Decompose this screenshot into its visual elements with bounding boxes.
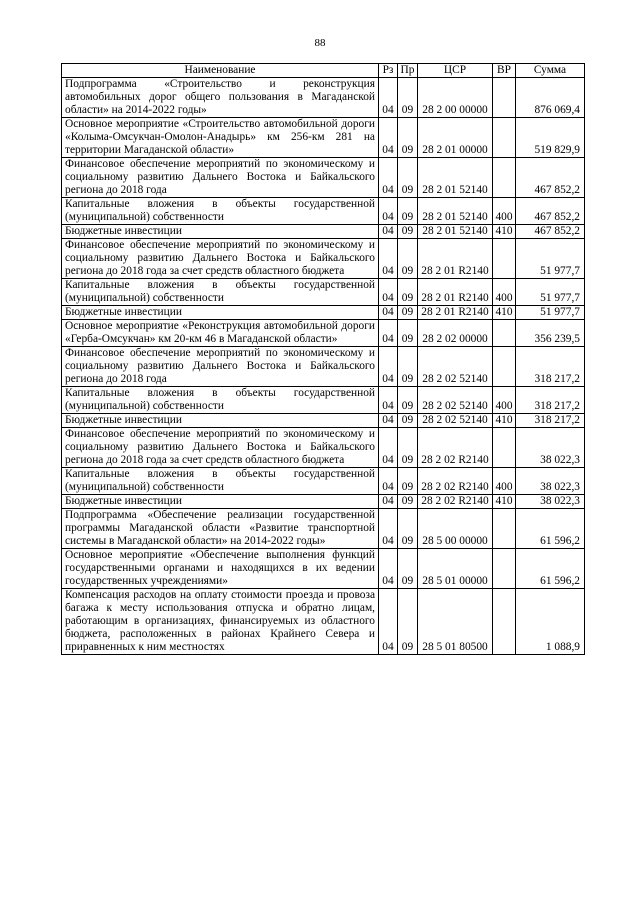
- cell-name: Капитальные вложения в объекты государственной (муниципальной) собственности: [62, 468, 379, 495]
- table-row: [62, 279, 585, 306]
- cell-csr: 28 5 01 80500: [418, 589, 493, 655]
- cell-sum: 318 217,2: [516, 414, 585, 428]
- page-number: 88: [314, 37, 326, 49]
- cell-pr: 09: [398, 495, 418, 509]
- cell-name: Капитальные вложения в объекты государственной (муниципальной) собственности: [62, 198, 379, 225]
- header-csr: ЦСР: [418, 64, 493, 78]
- cell-sum: 467 852,2: [516, 225, 585, 239]
- cell-name: Бюджетные инвестиции: [62, 414, 379, 428]
- cell-vr: [493, 118, 516, 158]
- table-header-row: [62, 64, 585, 78]
- cell-rz: 04: [379, 320, 398, 347]
- cell-pr: 09: [398, 468, 418, 495]
- cell-csr: 28 2 02 R2140: [418, 495, 493, 509]
- cell-pr: 09: [398, 320, 418, 347]
- cell-pr: 09: [398, 428, 418, 468]
- cell-pr: 09: [398, 414, 418, 428]
- cell-csr: 28 2 01 52140: [418, 225, 493, 239]
- cell-pr: 09: [398, 279, 418, 306]
- cell-name: Финансовое обеспечение мероприятий по экономическому и социальному развитию Дальнего Востока и Байкальского региона до 2018 года за счет средств областного бюджета: [62, 428, 379, 468]
- cell-pr: 09: [398, 347, 418, 387]
- cell-sum: 38 022,3: [516, 468, 585, 495]
- cell-rz: 04: [379, 549, 398, 589]
- cell-sum: 467 852,2: [516, 198, 585, 225]
- cell-sum: 61 596,2: [516, 509, 585, 549]
- cell-csr: 28 2 02 00000: [418, 320, 493, 347]
- cell-pr: 09: [398, 158, 418, 198]
- cell-csr: 28 2 01 R2140: [418, 306, 493, 320]
- cell-rz: 04: [379, 118, 398, 158]
- cell-pr: 09: [398, 198, 418, 225]
- header-name: Наименование: [62, 64, 379, 78]
- cell-rz: 04: [379, 468, 398, 495]
- cell-pr: 09: [398, 118, 418, 158]
- cell-csr: 28 2 01 00000: [418, 118, 493, 158]
- table-row: [62, 347, 585, 387]
- cell-sum: 467 852,2: [516, 158, 585, 198]
- cell-vr: [493, 239, 516, 279]
- cell-vr: [493, 428, 516, 468]
- table-row: [62, 118, 585, 158]
- cell-vr: [493, 589, 516, 655]
- cell-csr: 28 2 02 52140: [418, 347, 493, 387]
- header-sum: Сумма: [516, 64, 585, 78]
- cell-sum: 356 239,5: [516, 320, 585, 347]
- cell-vr: [493, 320, 516, 347]
- header-pr: Пр: [398, 64, 418, 78]
- cell-vr: 400: [493, 279, 516, 306]
- cell-pr: 09: [398, 589, 418, 655]
- cell-csr: 28 2 02 R2140: [418, 428, 493, 468]
- cell-vr: 410: [493, 414, 516, 428]
- cell-csr: 28 5 00 00000: [418, 509, 493, 549]
- cell-rz: 04: [379, 239, 398, 279]
- cell-csr: 28 2 01 52140: [418, 158, 493, 198]
- cell-name: Бюджетные инвестиции: [62, 225, 379, 239]
- cell-sum: 318 217,2: [516, 387, 585, 414]
- cell-vr: 410: [493, 495, 516, 509]
- cell-rz: 04: [379, 387, 398, 414]
- cell-name: Капитальные вложения в объекты государственной (муниципальной) собственности: [62, 387, 379, 414]
- cell-csr: 28 2 01 R2140: [418, 239, 493, 279]
- cell-csr: 28 2 02 52140: [418, 387, 493, 414]
- table-row: [62, 158, 585, 198]
- cell-pr: 09: [398, 239, 418, 279]
- cell-sum: 51 977,7: [516, 306, 585, 320]
- cell-rz: 04: [379, 158, 398, 198]
- cell-vr: 400: [493, 198, 516, 225]
- cell-name: Капитальные вложения в объекты государственной (муниципальной) собственности: [62, 279, 379, 306]
- cell-csr: 28 2 01 R2140: [418, 279, 493, 306]
- cell-sum: 876 069,4: [516, 78, 585, 118]
- cell-rz: 04: [379, 279, 398, 306]
- cell-pr: 09: [398, 78, 418, 118]
- cell-name: Основное мероприятие «Реконструкция автомобильной дороги «Герба-Омсукчан» км 20-км 46 в Магаданской области»: [62, 320, 379, 347]
- header-rz: Рз: [379, 64, 398, 78]
- cell-rz: 04: [379, 495, 398, 509]
- cell-name: Компенсация расходов на оплату стоимости проезда и провоза багажа к месту использования отпуска и обратно лицам, работающим в организациях, финансируемых из областного бюджета, расположенных в районах Крайнего Севера и приравненных к ним местностях: [62, 589, 379, 655]
- cell-pr: 09: [398, 509, 418, 549]
- cell-vr: [493, 78, 516, 118]
- cell-vr: 410: [493, 225, 516, 239]
- cell-rz: 04: [379, 225, 398, 239]
- cell-rz: 04: [379, 428, 398, 468]
- table-row: [62, 198, 585, 225]
- cell-csr: 28 2 02 R2140: [418, 468, 493, 495]
- table-row: [62, 495, 585, 509]
- cell-sum: 38 022,3: [516, 495, 585, 509]
- cell-vr: [493, 509, 516, 549]
- budget-table: [61, 63, 585, 655]
- cell-sum: 318 217,2: [516, 347, 585, 387]
- cell-name: Подпрограмма «Строительство и реконструкция автомобильных дорог общего пользования в Магаданской области» на 2014-2022 годы»: [62, 78, 379, 118]
- cell-csr: 28 2 00 00000: [418, 78, 493, 118]
- table-row: [62, 320, 585, 347]
- cell-rz: 04: [379, 78, 398, 118]
- cell-name: Бюджетные инвестиции: [62, 306, 379, 320]
- table-row: [62, 589, 585, 655]
- cell-pr: 09: [398, 549, 418, 589]
- cell-vr: 400: [493, 468, 516, 495]
- table-row: [62, 414, 585, 428]
- cell-sum: 519 829,9: [516, 118, 585, 158]
- table-row: [62, 428, 585, 468]
- cell-rz: 04: [379, 414, 398, 428]
- cell-rz: 04: [379, 347, 398, 387]
- cell-name: Финансовое обеспечение мероприятий по экономическому и социальному развитию Дальнего Востока и Байкальского региона до 2018 года: [62, 347, 379, 387]
- header-vr: ВР: [493, 64, 516, 78]
- table-body: [62, 78, 585, 655]
- cell-rz: 04: [379, 589, 398, 655]
- table-row: [62, 225, 585, 239]
- table-row: [62, 549, 585, 589]
- cell-name: Основное мероприятие «Обеспечение выполнения функций государственными органами и находящихся в их ведении государственных учреждениями»: [62, 549, 379, 589]
- cell-pr: 09: [398, 306, 418, 320]
- cell-name: Подпрограмма «Обеспечение реализации государственной программы Магаданской области «Развитие транспортной системы в Магаданской области» на 2014-2022 годы»: [62, 509, 379, 549]
- cell-sum: 61 596,2: [516, 549, 585, 589]
- cell-name: Финансовое обеспечение мероприятий по экономическому и социальному развитию Дальнего Востока и Байкальского региона до 2018 года за счет средств областного бюджета: [62, 239, 379, 279]
- cell-sum: 51 977,7: [516, 279, 585, 306]
- cell-vr: [493, 347, 516, 387]
- cell-csr: 28 2 02 52140: [418, 414, 493, 428]
- table-row: [62, 468, 585, 495]
- cell-pr: 09: [398, 225, 418, 239]
- cell-pr: 09: [398, 387, 418, 414]
- cell-name: Бюджетные инвестиции: [62, 495, 379, 509]
- table-row: [62, 78, 585, 118]
- cell-csr: 28 5 01 00000: [418, 549, 493, 589]
- table-row: [62, 239, 585, 279]
- cell-name: Основное мероприятие «Строительство автомобильной дороги «Колыма-Омсукчан-Омолон-Анадырь» км 256-км 281 на территории Магаданской области»: [62, 118, 379, 158]
- table-row: [62, 387, 585, 414]
- cell-sum: 38 022,3: [516, 428, 585, 468]
- cell-csr: 28 2 01 52140: [418, 198, 493, 225]
- cell-vr: [493, 158, 516, 198]
- cell-sum: 1 088,9: [516, 589, 585, 655]
- table-row: [62, 509, 585, 549]
- cell-rz: 04: [379, 306, 398, 320]
- cell-name: Финансовое обеспечение мероприятий по экономическому и социальному развитию Дальнего Востока и Байкальского региона до 2018 года: [62, 158, 379, 198]
- cell-vr: [493, 549, 516, 589]
- table-row: [62, 306, 585, 320]
- cell-sum: 51 977,7: [516, 239, 585, 279]
- cell-vr: 400: [493, 387, 516, 414]
- cell-vr: 410: [493, 306, 516, 320]
- cell-rz: 04: [379, 198, 398, 225]
- cell-rz: 04: [379, 509, 398, 549]
